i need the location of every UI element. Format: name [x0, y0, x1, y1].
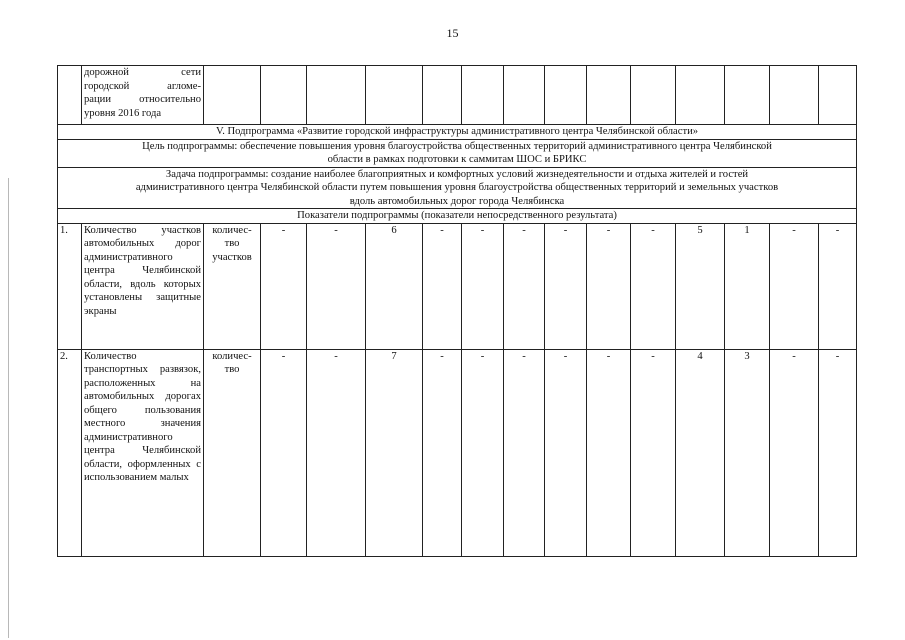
- cell-value: [504, 66, 545, 125]
- cell-value: [307, 66, 366, 125]
- indicator-value: -: [261, 223, 307, 349]
- indicator-value: -: [770, 223, 819, 349]
- name-line: городской агломе-: [84, 80, 201, 92]
- cell-unit: [204, 66, 261, 125]
- indicator-value: 1: [725, 223, 770, 349]
- cell-value: [725, 66, 770, 125]
- indicator-value: 3: [725, 349, 770, 556]
- cell-num: [58, 66, 82, 125]
- indicator-value: 7: [366, 349, 423, 556]
- indicator-value: -: [504, 349, 545, 556]
- cell-value: [819, 66, 857, 125]
- indicator-value: -: [307, 349, 366, 556]
- indicator-value: -: [423, 349, 462, 556]
- indicator-value: -: [504, 223, 545, 349]
- row-number: 2.: [58, 349, 82, 556]
- indicator-value: -: [631, 349, 676, 556]
- scan-margin-line: [8, 178, 9, 638]
- unit-of-measure: количес- тво участков: [204, 223, 261, 349]
- name-line: дорожной сети: [84, 67, 201, 78]
- cell-value: [770, 66, 819, 125]
- indicator-value: -: [819, 223, 857, 349]
- indicator-value: 6: [366, 223, 423, 349]
- cell-value: [545, 66, 587, 125]
- indicator-value: -: [819, 349, 857, 556]
- name-line: рации относительно: [84, 94, 201, 105]
- indicator-value: -: [545, 349, 587, 556]
- indicator-value: 4: [676, 349, 725, 556]
- indicator-value: -: [462, 223, 504, 349]
- task-line: Задача подпрограммы: создание наиболее благоприятных и комфортных условий жизнедеятельности и отдыха жителей и гостей: [165, 168, 749, 180]
- table-row: [58, 349, 857, 556]
- cell-value: [366, 66, 423, 125]
- subprogram-title: V. Подпрограмма «Развитие городской инфраструктуры административного центра Челябинской области»: [58, 125, 857, 140]
- indicators-header-row: [58, 209, 857, 224]
- indicator-value: -: [770, 349, 819, 556]
- cell-value: [423, 66, 462, 125]
- goal-line: Цель подпрограммы: обеспечение повышения уровня благоустройства общественных территорий административного центра Челябинской: [142, 140, 772, 152]
- cell-name-continued: [82, 66, 204, 125]
- goal-row: [58, 139, 857, 167]
- table-row-continued: [58, 66, 857, 125]
- indicator-value: 5: [676, 223, 725, 349]
- indicator-value: -: [261, 349, 307, 556]
- indicator-value: -: [631, 223, 676, 349]
- indicator-value: -: [462, 349, 504, 556]
- cell-value: [587, 66, 631, 125]
- subprogram-goal: [58, 139, 857, 167]
- indicator-name: Количество участков автомобильных дорог административного центра Челябинской области, вдоль которых установлены защитные экраны: [82, 223, 204, 349]
- subprogram-title-row: [58, 125, 857, 140]
- task-line: административного центра Челябинской области путем повышения уровня благоустройства общественных территорий и земельных участков: [135, 182, 779, 193]
- page-number: 15: [446, 26, 459, 40]
- indicator-value: -: [587, 223, 631, 349]
- indicator-value: -: [307, 223, 366, 349]
- task-line: вдоль автомобильных дорог города Челябинска: [349, 195, 565, 207]
- indicators-table: [57, 65, 857, 557]
- indicator-name: Количество транспортных развязок, расположенных на автомобильных дорогах общего пользования местного значения административного центра Челябинской области, оформленных с использованием малых: [82, 349, 204, 556]
- cell-value: [631, 66, 676, 125]
- cell-value: [261, 66, 307, 125]
- indicators-header: Показатели подпрограммы (показатели непосредственного результата): [58, 209, 857, 224]
- indicator-value: -: [423, 223, 462, 349]
- subprogram-task: [58, 167, 857, 209]
- task-row: [58, 167, 857, 209]
- cell-value: [676, 66, 725, 125]
- indicator-value: -: [587, 349, 631, 556]
- row-number: 1.: [58, 223, 82, 349]
- cell-value: [462, 66, 504, 125]
- unit-of-measure: количес- тво: [204, 349, 261, 556]
- name-line: уровня 2016 года: [84, 107, 162, 119]
- goal-line: области в рамках подготовки к саммитам ШОС и БРИКС: [327, 154, 587, 165]
- indicator-value: -: [545, 223, 587, 349]
- table-row: [58, 223, 857, 349]
